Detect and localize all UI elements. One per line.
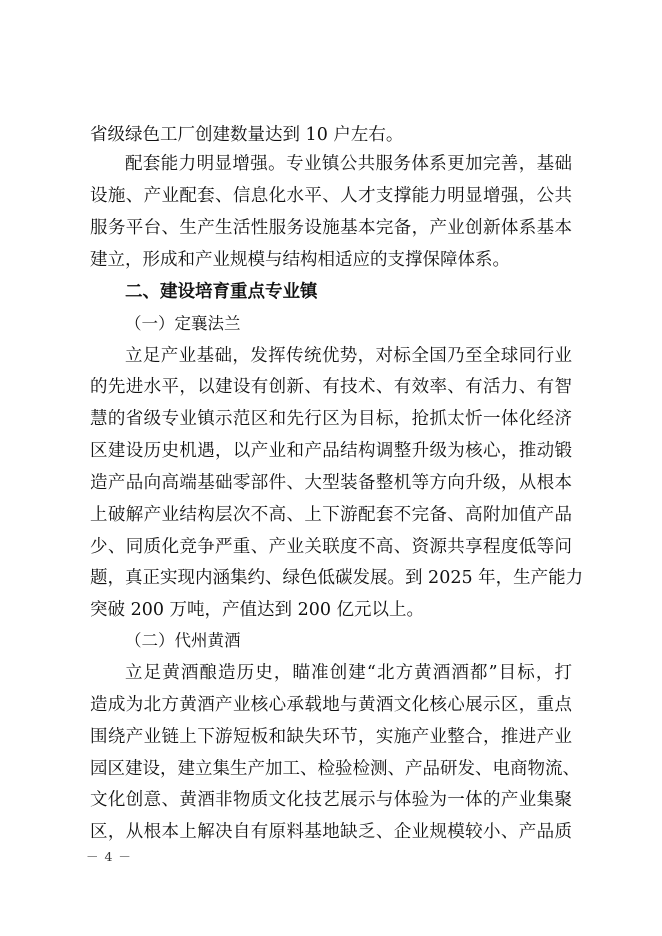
paragraph-line: 少、同质化竞争严重、产业关联度不高、资源共享程度低等问 bbox=[90, 537, 572, 557]
paragraph-line: 上破解产业结构层次不高、上下游配套不完备、高附加值产品 bbox=[90, 505, 572, 525]
paragraph-line: 围绕产业链上下游短板和缺失环节，实施产业整合，推进产业 bbox=[90, 727, 572, 747]
paragraph-line: 建立，形成和产业规模与结构相适应的支撑保障体系。 bbox=[90, 250, 510, 270]
paragraph-line: 设施、产业配套、信息化水平、人才支撑能力明显增强，公共 bbox=[90, 186, 572, 206]
paragraph-line: 园区建设，建立集生产加工、检验检测、产品研发、电商物流、 bbox=[90, 759, 580, 779]
section-heading: 二、建设培育重点专业镇 bbox=[125, 282, 318, 302]
paragraph-line: 造产品向高端基础零部件、大型装备整机等方向升级，从根本 bbox=[90, 473, 572, 493]
paragraph-line: 区，从根本上解决自有原料基地缺乏、企业规模较小、产品质 bbox=[90, 822, 572, 842]
paragraph-line: 慧的省级专业镇示范区和先行区为目标，抢抓太忻一体化经济 bbox=[90, 409, 572, 429]
paragraph-line: 题，真正实现内涵集约、绿色低碳发展。到 2025 年，生产能力 bbox=[90, 568, 584, 588]
paragraph-line: 立足产业基础，发挥传统优势，对标全国乃至全球同行业 bbox=[125, 346, 572, 366]
paragraph-line: 造成为北方黄酒产业核心承载地与黄酒文化核心展示区，重点 bbox=[90, 695, 572, 715]
paragraph-line: 突破 200 万吨，产值达到 200 亿元以上。 bbox=[90, 600, 425, 620]
subsection-heading: （二）代州黄酒 bbox=[125, 631, 241, 650]
paragraph-line: 立足黄酒酿造历史，瞄准创建“北方黄酒酒都”目标，打 bbox=[125, 663, 572, 683]
page-number: － 4 － bbox=[86, 849, 132, 864]
paragraph-line: 区建设历史机遇，以产业和产品结构调整升级为核心，推动锻 bbox=[90, 441, 572, 461]
subsection-heading: （一）定襄法兰 bbox=[125, 314, 241, 333]
paragraph-line: 的先进水平，以建设有创新、有技术、有效率、有活力、有智 bbox=[90, 377, 572, 397]
paragraph-line: 文化创意、黄酒非物质文化技艺展示与体验为一体的产业集聚 bbox=[90, 790, 572, 810]
paragraph-line: 配套能力明显增强。专业镇公共服务体系更加完善，基础 bbox=[125, 154, 572, 174]
paragraph-line: 服务平台、生产生活性服务设施基本完备，产业创新体系基本 bbox=[90, 218, 572, 238]
paragraph-line: 省级绿色工厂创建数量达到 10 户左右。 bbox=[90, 125, 404, 145]
